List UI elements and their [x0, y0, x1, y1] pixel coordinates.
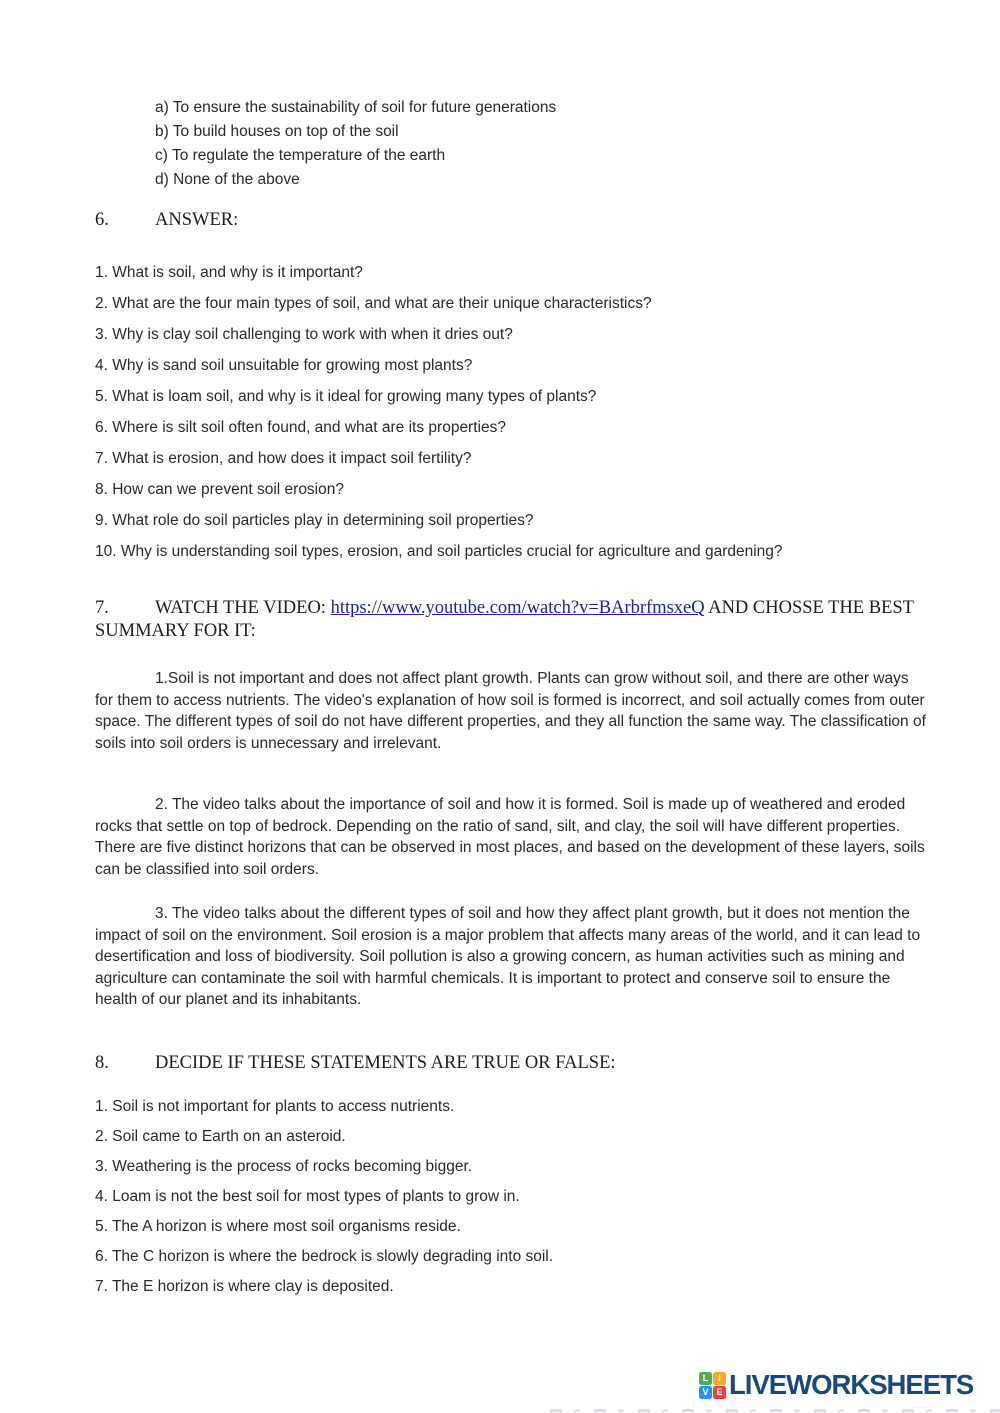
tf-item-3: 3. Weathering is the process of rocks becoming bigger.	[95, 1158, 473, 1175]
question-item-10: 10. Why is understanding soil types, erosion, and soil particles crucial for agriculture and gardening?	[95, 543, 783, 560]
liveworksheets-logo-icon	[699, 1372, 726, 1399]
section-8-number: 8.	[95, 1053, 109, 1073]
video-link[interactable]: https://www.youtube.com/watch?v=BArbrfmsxeQ	[330, 598, 705, 618]
section-8-heading	[95, 1052, 927, 1075]
question-item-4: 4. Why is sand soil unsuitable for growing most plants?	[95, 357, 473, 374]
question-item-8: 8. How can we prevent soil erosion?	[95, 481, 344, 498]
multiple-choice-options	[95, 96, 927, 192]
tf-item-1: 1. Soil is not important for plants to access nutrients.	[95, 1098, 455, 1115]
question-item-1: 1. What is soil, and why is it important?	[95, 264, 363, 281]
tf-item-6: 6. The C horizon is where the bedrock is slowly degrading into soil.	[95, 1248, 554, 1265]
option-c: c) To regulate the temperature of the earth	[155, 147, 446, 164]
summary-paragraph-1: 1.Soil is not important and does not affect plant growth. Plants can grow without soil, and there are other ways for them to access nutrients. The video's explanation of how soil is formed is incorrect, and soil actually comes from outer space. The different types of soil do not have different properties, and they all function the same way. The classification of soils into soil orders is unnecessary and irrelevant.	[95, 670, 926, 752]
section-7-title-suffix: AND CHOSSE THE BEST SUMMARY FOR IT:	[95, 598, 914, 641]
option-a: a) To ensure the sustainability of soil for future generations	[155, 99, 557, 116]
tf-item-7: 7. The E horizon is where clay is deposited.	[95, 1278, 394, 1295]
logo-tile-v: V	[699, 1386, 712, 1399]
section-6-number: 6.	[95, 210, 109, 230]
question-item-5: 5. What is loam soil, and why is it ideal for growing many types of plants?	[95, 388, 597, 405]
section-8-title: DECIDE IF THESE STATEMENTS ARE TRUE OR FALSE:	[155, 1053, 616, 1073]
option-b: b) To build houses on top of the soil	[155, 123, 399, 140]
page-cutoff-artifact	[550, 1409, 1000, 1412]
section-7-heading	[95, 597, 927, 643]
section-6-title: ANSWER:	[155, 210, 239, 230]
summary-paragraph-2: 2. The video talks about the importance of soil and how it is formed. Soil is made up of weathered and eroded rocks that settle on top of bedrock. Depending on the ratio of sand, silt, and clay, the soil will have different properties. There are five distinct horizons that can be observed in most places, and based on the development of these layers, soils can be classified into soil orders.	[95, 796, 925, 878]
section-7-number: 7.	[95, 598, 109, 618]
answer-questions-list	[95, 262, 927, 572]
question-item-9: 9. What role do soil particles play in determining soil properties?	[95, 512, 534, 529]
summary-paragraph-3: 3. The video talks about the different types of soil and how they affect plant growth, but it does not mention the impact of soil on the environment. Soil erosion is a major problem that affects many areas of the world, and it can lead to desertification and loss of biodiversity. Soil pollution is also a growing concern, as human activities such as mining and agriculture can contaminate the soil with harmful chemicals. It is important to protect and conserve soil to ensure the health of our planet and its inhabitants.	[95, 905, 921, 1008]
true-false-list	[95, 1096, 927, 1306]
question-item-6: 6. Where is silt soil often found, and what are its properties?	[95, 419, 506, 436]
logo-tile-e: E	[713, 1386, 726, 1399]
question-item-2: 2. What are the four main types of soil, and what are their unique characteristics?	[95, 295, 652, 312]
logo-tile-l: L	[699, 1372, 712, 1385]
question-item-7: 7. What is erosion, and how does it impact soil fertility?	[95, 450, 472, 467]
logo-tile-i: I	[713, 1372, 726, 1385]
question-item-3: 3. Why is clay soil challenging to work with when it dries out?	[95, 326, 513, 343]
tf-item-5: 5. The A horizon is where most soil organisms reside.	[95, 1218, 461, 1235]
liveworksheets-logo	[699, 1371, 973, 1399]
liveworksheets-brand-text: LIVEWORKSHEETS	[729, 1369, 974, 1400]
option-d: d) None of the above	[155, 171, 300, 188]
section-6-heading	[95, 209, 927, 232]
tf-item-2: 2. Soil came to Earth on an asteroid.	[95, 1128, 346, 1145]
section-7-title-prefix: WATCH THE VIDEO:	[155, 598, 331, 618]
tf-item-4: 4. Loam is not the best soil for most types of plants to grow in.	[95, 1188, 520, 1205]
